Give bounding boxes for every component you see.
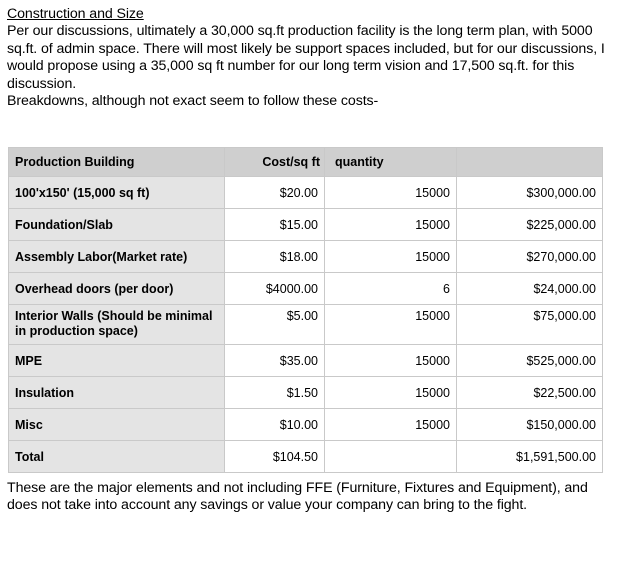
row-cost: $18.00	[225, 241, 325, 273]
row-total: $300,000.00	[457, 177, 603, 209]
row-cost: $15.00	[225, 209, 325, 241]
row-item: 100'x150' (15,000 sq ft)	[9, 177, 225, 209]
row-total: $22,500.00	[457, 377, 603, 409]
row-cost: $20.00	[225, 177, 325, 209]
outro-paragraph: These are the major elements and not including FFE (Furniture, Fixtures and Equipment), and does not take into account any savings or value your company can bring to the fight.	[7, 480, 588, 514]
row-total: $24,000.00	[457, 273, 603, 305]
table-row	[9, 177, 603, 209]
row-quantity: 15000	[325, 305, 457, 345]
row-cost: $10.00	[225, 409, 325, 441]
row-total: $1,591,500.00	[457, 441, 603, 473]
row-cost: $104.50	[225, 441, 325, 473]
table-row	[9, 305, 603, 345]
table-row	[9, 209, 603, 241]
row-item: Total	[9, 441, 225, 473]
row-total: $225,000.00	[457, 209, 603, 241]
section-heading: Construction and Size	[7, 6, 144, 22]
table-row	[9, 409, 603, 441]
row-quantity: 15000	[325, 209, 457, 241]
row-quantity: 6	[325, 273, 457, 305]
table-row	[9, 345, 603, 377]
table-row	[9, 241, 603, 273]
row-item: Insulation	[9, 377, 225, 409]
row-quantity	[325, 441, 457, 473]
row-total: $150,000.00	[457, 409, 603, 441]
row-item: Misc	[9, 409, 225, 441]
header-item: Production Building	[9, 148, 225, 177]
row-total: $75,000.00	[457, 305, 603, 345]
cost-table	[8, 147, 603, 473]
header-cost: Cost/sq ft	[225, 148, 325, 177]
row-total: $270,000.00	[457, 241, 603, 273]
row-quantity: 15000	[325, 177, 457, 209]
row-item: Interior Walls (Should be minimal in production space)	[9, 305, 225, 345]
row-item: Assembly Labor(Market rate)	[9, 241, 225, 273]
table-row	[9, 377, 603, 409]
intro-paragraph: Per our discussions, ultimately a 30,000 sq.ft production facility is the long term plan, with 5000 sq.ft. of admin space. There will most likely be support spaces included, but for our discussions, I would propose using a 35,000 sq ft number for our long term vision and 17,500 sq.ft. for this discussion.	[7, 23, 605, 92]
row-quantity: 15000	[325, 241, 457, 273]
row-quantity: 15000	[325, 409, 457, 441]
row-item: Foundation/Slab	[9, 209, 225, 241]
outro-section	[0, 480, 623, 515]
row-item: Overhead doors (per door)	[9, 273, 225, 305]
header-quantity: quantity	[325, 148, 457, 177]
table-header-row	[9, 148, 603, 177]
table-row	[9, 273, 603, 305]
row-cost: $35.00	[225, 345, 325, 377]
row-quantity: 15000	[325, 377, 457, 409]
row-total: $525,000.00	[457, 345, 603, 377]
intro-section	[0, 6, 623, 110]
row-cost: $1.50	[225, 377, 325, 409]
breakdown-line: Breakdowns, although not exact seem to follow these costs-	[7, 93, 379, 110]
row-item: MPE	[9, 345, 225, 377]
row-quantity: 15000	[325, 345, 457, 377]
header-total	[457, 148, 603, 177]
table-row-total	[9, 441, 603, 473]
row-cost: $4000.00	[225, 273, 325, 305]
row-cost: $5.00	[225, 305, 325, 345]
